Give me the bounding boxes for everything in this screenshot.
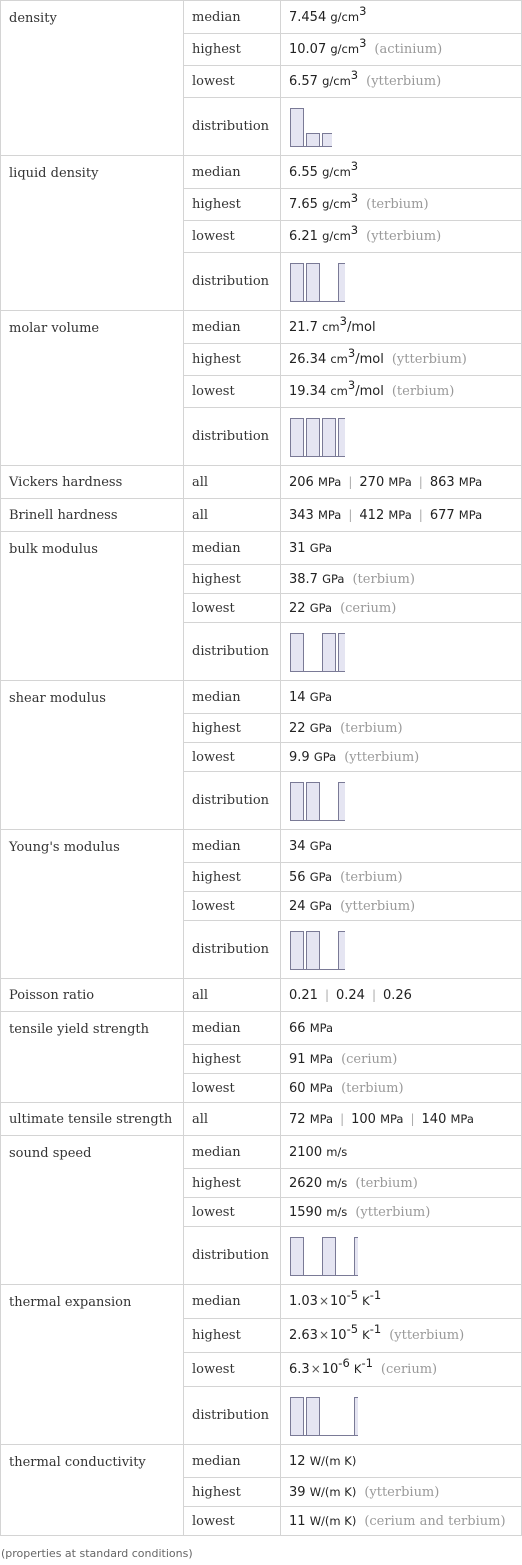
value-unit: MPa — [317, 474, 342, 489]
note-element: (ytterbium) — [364, 1484, 440, 1500]
property-name-young-s-modulus: Young's modulus — [1, 830, 184, 979]
distribution-histogram — [289, 1396, 358, 1436]
note-element: (terbium) — [366, 197, 429, 212]
separator: | — [348, 507, 353, 522]
value-unit: MPa — [309, 1020, 334, 1035]
value-number: 6.55 — [289, 164, 318, 180]
unit-exponent: 3 — [347, 346, 356, 360]
note-element: (terbium) — [355, 1175, 418, 1191]
note-element: (ytterbium) — [366, 74, 442, 89]
value-number: 10.07 — [289, 42, 327, 57]
value-cell — [281, 681, 522, 714]
table-row — [1, 1012, 522, 1045]
times-symbol: × — [318, 1328, 330, 1342]
value-cell — [281, 532, 522, 565]
note-element: (ytterbium) — [355, 1204, 431, 1220]
property-name-tensile-yield-strength: tensile yield strength — [1, 1012, 184, 1103]
histogram-bar — [307, 263, 320, 301]
value-number: 863 — [429, 474, 455, 490]
note-element: (ytterbium) — [340, 898, 416, 914]
value-cell — [281, 772, 522, 830]
unit-exponent: -1 — [361, 1356, 373, 1370]
histogram-bar — [291, 1397, 304, 1435]
table-row — [1, 1103, 522, 1136]
sub-label-all: all — [184, 979, 281, 1012]
ten-base: 10 — [330, 1328, 347, 1343]
sub-label-highest: highest — [184, 189, 281, 221]
value-unit: MPa — [309, 1080, 334, 1095]
histogram-bar — [339, 263, 346, 301]
value-unit: GPa — [309, 600, 333, 615]
value-unit: g/cm — [322, 164, 351, 179]
separator: | — [324, 987, 329, 1002]
sub-label-distribution: distribution — [184, 772, 281, 830]
value-unit: W/(m K) — [309, 1484, 357, 1499]
property-name-sound-speed: sound speed — [1, 1136, 184, 1285]
value-cell — [281, 1507, 522, 1536]
separator: | — [418, 507, 423, 522]
separator: | — [348, 474, 353, 489]
value-number: 677 — [429, 507, 455, 523]
sub-label-distribution: distribution — [184, 1227, 281, 1285]
value-number: 2100 — [289, 1144, 323, 1160]
value-number: 21.7 — [289, 319, 318, 335]
value-cell — [281, 221, 522, 253]
mantissa: 2.63 — [289, 1328, 318, 1343]
histogram-bar — [323, 1237, 336, 1275]
value-unit: g/cm — [322, 74, 351, 88]
power-exponent: -5 — [346, 1288, 359, 1302]
histogram-bar — [291, 931, 304, 969]
value-cell — [281, 311, 522, 344]
unit-exponent: 3 — [347, 378, 356, 392]
value-cell — [281, 830, 522, 863]
value-number: 38.7 — [289, 571, 318, 587]
value-cell — [281, 189, 522, 221]
value-unit: GPa — [309, 689, 333, 704]
histogram-bar — [307, 1397, 320, 1435]
distribution-histogram — [289, 417, 345, 457]
unit-exponent: 3 — [350, 223, 359, 237]
sub-label-highest: highest — [184, 1169, 281, 1198]
sub-label-highest: highest — [184, 34, 281, 66]
value-number: 60 — [289, 1080, 306, 1096]
distribution-histogram — [289, 930, 345, 970]
property-name-thermal-conductivity: thermal conductivity — [1, 1445, 184, 1536]
table-row — [1, 156, 522, 189]
sub-label-all: all — [184, 499, 281, 532]
table-row — [1, 1, 522, 34]
value-cell — [281, 253, 522, 311]
value-number: 24 — [289, 898, 306, 914]
value-number: 7.65 — [289, 197, 318, 212]
mantissa: 1.03 — [289, 1294, 318, 1309]
value-number: 0.24 — [336, 987, 365, 1003]
unit-tail: /mol — [355, 352, 384, 367]
value-number: 270 — [359, 474, 385, 490]
properties-table-body — [1, 1, 522, 1536]
table-row — [1, 681, 522, 714]
sub-label-highest: highest — [184, 863, 281, 892]
note-element: (ytterbium) — [391, 352, 467, 367]
unit-exponent: -1 — [369, 1322, 382, 1336]
value-unit: W/(m K) — [309, 1513, 357, 1528]
value-number: 66 — [289, 1020, 306, 1036]
value-unit: GPa — [309, 838, 333, 853]
table-row — [1, 311, 522, 344]
value-cell — [281, 565, 522, 594]
ten-base: 10 — [321, 1362, 339, 1377]
sub-label-distribution: distribution — [184, 921, 281, 979]
distribution-histogram — [289, 632, 345, 672]
histogram-bar — [291, 782, 304, 820]
note-element: (cerium) — [341, 1051, 398, 1067]
sub-label-lowest: lowest — [184, 1507, 281, 1536]
value-unit: g/cm — [330, 9, 360, 24]
table-row — [1, 830, 522, 863]
property-name-poisson-ratio: Poisson ratio — [1, 979, 184, 1012]
property-name-brinell-hardness: Brinell hardness — [1, 499, 184, 532]
histogram-bar — [307, 418, 320, 456]
value-number: 412 — [359, 507, 385, 523]
value-number: 72 — [289, 1111, 306, 1127]
separator: | — [371, 987, 376, 1002]
value-unit: m/s — [326, 1144, 348, 1159]
separator: | — [410, 1111, 415, 1126]
unit-tail: /mol — [355, 384, 384, 399]
value-number: 26.34 — [289, 352, 327, 367]
property-name-liquid-density: liquid density — [1, 156, 184, 311]
value-number: 6.21 — [289, 229, 318, 244]
property-name-ultimate-tensile-strength: ultimate tensile strength — [1, 1103, 184, 1136]
sub-label-highest: highest — [184, 344, 281, 376]
value-unit: GPa — [313, 749, 337, 764]
histogram-bar — [355, 1397, 359, 1435]
value-cell — [281, 1169, 522, 1198]
histogram-bar — [339, 633, 346, 671]
value-cell — [281, 1136, 522, 1169]
unit-exponent: -1 — [369, 1288, 382, 1302]
value-cell — [281, 1445, 522, 1478]
value-unit: K — [353, 1362, 362, 1376]
sub-label-lowest: lowest — [184, 376, 281, 408]
value-number: 206 — [289, 474, 314, 490]
sub-label-all: all — [184, 1103, 281, 1136]
value-number: 6.57 — [289, 74, 318, 89]
distribution-histogram — [289, 262, 345, 302]
value-number: 34 — [289, 838, 306, 854]
value-number: 91 — [289, 1051, 306, 1067]
sub-label-distribution: distribution — [184, 623, 281, 681]
histogram-bar — [339, 418, 346, 456]
histogram-bar — [291, 108, 304, 146]
value-unit: g/cm — [322, 229, 351, 243]
value-cell — [281, 979, 522, 1012]
sub-label-median: median — [184, 311, 281, 344]
sub-label-median: median — [184, 532, 281, 565]
table-row — [1, 466, 522, 499]
power-exponent: -5 — [346, 1322, 359, 1336]
table-row — [1, 979, 522, 1012]
value-cell — [281, 1198, 522, 1227]
value-unit: MPa — [388, 474, 412, 489]
separator: | — [340, 1111, 345, 1126]
unit-exponent: 3 — [350, 158, 359, 173]
value-unit: MPa — [309, 1111, 334, 1126]
value-unit: MPa — [450, 1111, 474, 1126]
value-unit: MPa — [317, 507, 342, 522]
histogram-bar — [291, 263, 304, 301]
value-unit: MPa — [380, 1111, 404, 1126]
value-unit: MPa — [458, 507, 483, 522]
table-row — [1, 499, 522, 532]
value-unit: GPa — [309, 540, 333, 555]
sub-label-distribution: distribution — [184, 253, 281, 311]
value-number: 9.9 — [289, 749, 310, 765]
unit-exponent: 3 — [339, 313, 347, 328]
property-name-thermal-expansion: thermal expansion — [1, 1285, 184, 1445]
value-cell — [281, 1227, 522, 1285]
value-cell — [281, 714, 522, 743]
distribution-histogram — [289, 107, 332, 147]
property-name-vickers-hardness: Vickers hardness — [1, 466, 184, 499]
value-unit: MPa — [458, 474, 483, 489]
sub-label-median: median — [184, 1012, 281, 1045]
property-name-density: density — [1, 1, 184, 156]
value-number: 11 — [289, 1513, 306, 1529]
value-cell — [281, 156, 522, 189]
value-cell — [281, 1, 522, 34]
histogram-bar — [355, 1237, 359, 1275]
sub-label-distribution: distribution — [184, 98, 281, 156]
value-number: 0.21 — [289, 987, 318, 1003]
value-number: 56 — [289, 869, 306, 885]
value-number: 1590 — [289, 1204, 323, 1220]
value-unit: GPa — [309, 869, 333, 884]
value-unit: m/s — [326, 1175, 348, 1190]
histogram-bar — [339, 931, 346, 969]
sub-label-lowest: lowest — [184, 743, 281, 772]
times-symbol: × — [310, 1362, 321, 1376]
value-cell — [281, 344, 522, 376]
value-cell — [281, 863, 522, 892]
note-element: (ytterbium) — [366, 229, 442, 244]
unit-exponent: 3 — [350, 68, 359, 82]
histogram-bar — [291, 1237, 304, 1275]
value-unit: cm — [330, 352, 348, 366]
value-cell — [281, 34, 522, 66]
value-cell — [281, 594, 522, 623]
unit-exponent: 3 — [350, 191, 359, 205]
value-unit: W/(m K) — [309, 1453, 357, 1468]
table-row — [1, 1285, 522, 1319]
value-number: 140 — [421, 1111, 447, 1127]
sub-label-lowest: lowest — [184, 892, 281, 921]
value-cell — [281, 1353, 522, 1387]
times-symbol: × — [318, 1294, 330, 1308]
value-unit: MPa — [388, 507, 412, 522]
histogram-bar — [291, 633, 304, 671]
value-unit: m/s — [326, 1204, 348, 1219]
value-unit: cm — [330, 384, 348, 398]
sub-label-lowest: lowest — [184, 221, 281, 253]
property-name-bulk-modulus: bulk modulus — [1, 532, 184, 681]
histogram-bar — [323, 418, 336, 456]
value-number: 22 — [289, 600, 306, 616]
sub-label-lowest: lowest — [184, 1074, 281, 1103]
value-cell — [281, 623, 522, 681]
value-number: 19.34 — [289, 384, 327, 399]
note-element: (cerium) — [380, 1362, 438, 1377]
note-element: (terbium) — [352, 571, 415, 587]
property-name-shear-modulus: shear modulus — [1, 681, 184, 830]
histogram-bar — [323, 133, 333, 146]
note-element: (actinium) — [374, 42, 443, 57]
unit-tail: /mol — [346, 319, 376, 335]
sub-label-highest: highest — [184, 1045, 281, 1074]
value-cell — [281, 921, 522, 979]
sub-label-highest: highest — [184, 714, 281, 743]
table-row — [1, 1136, 522, 1169]
note-element: (terbium) — [391, 384, 455, 399]
value-cell — [281, 1478, 522, 1507]
value-number: 0.26 — [383, 987, 412, 1003]
note-element: (ytterbium) — [344, 749, 420, 765]
value-unit: K — [362, 1328, 370, 1342]
sub-label-all: all — [184, 466, 281, 499]
note-element: (ytterbium) — [389, 1328, 465, 1343]
ten-base: 10 — [330, 1294, 347, 1309]
value-cell — [281, 1074, 522, 1103]
unit-exponent: 3 — [359, 3, 367, 18]
value-cell — [281, 66, 522, 98]
value-cell — [281, 499, 522, 532]
value-cell — [281, 1319, 522, 1353]
value-unit: g/cm — [322, 197, 351, 211]
value-cell — [281, 1103, 522, 1136]
sub-label-lowest: lowest — [184, 66, 281, 98]
distribution-histogram — [289, 1236, 358, 1276]
sub-label-distribution: distribution — [184, 408, 281, 466]
value-number: 39 — [289, 1484, 306, 1500]
sub-label-median: median — [184, 1445, 281, 1478]
note-element: (terbium) — [341, 1080, 404, 1096]
mantissa: 6.3 — [289, 1362, 310, 1377]
sub-label-median: median — [184, 1136, 281, 1169]
value-number: 100 — [351, 1111, 376, 1127]
value-cell — [281, 1387, 522, 1445]
value-unit: GPa — [309, 720, 333, 735]
footnote: (properties at standard conditions) — [1, 1547, 193, 1560]
sub-label-median: median — [184, 1, 281, 34]
value-number: 22 — [289, 720, 306, 736]
histogram-bar — [307, 782, 320, 820]
sub-label-distribution: distribution — [184, 1387, 281, 1445]
value-unit: GPa — [322, 571, 345, 586]
histogram-bar — [323, 633, 336, 671]
histogram-bar — [339, 782, 346, 820]
sub-label-median: median — [184, 830, 281, 863]
sub-label-lowest: lowest — [184, 1353, 281, 1387]
value-number: 12 — [289, 1453, 306, 1469]
sub-label-lowest: lowest — [184, 594, 281, 623]
note-element: (cerium and terbium) — [364, 1513, 506, 1529]
sub-label-median: median — [184, 156, 281, 189]
sub-label-highest: highest — [184, 1319, 281, 1353]
sub-label-median: median — [184, 1285, 281, 1319]
table-row — [1, 1445, 522, 1478]
sub-label-median: median — [184, 681, 281, 714]
unit-exponent: 3 — [359, 36, 367, 50]
value-cell — [281, 1012, 522, 1045]
value-number: 2620 — [289, 1175, 323, 1191]
value-cell — [281, 408, 522, 466]
note-element: (terbium) — [340, 720, 403, 736]
value-cell — [281, 1285, 522, 1319]
value-cell — [281, 466, 522, 499]
value-unit: GPa — [309, 898, 333, 913]
histogram-bar — [307, 133, 320, 146]
separator: | — [418, 474, 423, 489]
note-element: (cerium) — [340, 600, 397, 616]
table-row — [1, 532, 522, 565]
sub-label-highest: highest — [184, 565, 281, 594]
value-number: 14 — [289, 689, 306, 705]
histogram-bar — [291, 418, 304, 456]
value-number: 343 — [289, 507, 314, 523]
histogram-bar — [307, 931, 320, 969]
value-number: 7.454 — [289, 9, 327, 25]
value-cell — [281, 376, 522, 408]
value-unit: MPa — [309, 1051, 334, 1066]
value-number: 31 — [289, 540, 306, 556]
value-unit: K — [362, 1294, 370, 1308]
value-unit: g/cm — [330, 42, 360, 56]
note-element: (terbium) — [340, 869, 403, 885]
value-cell — [281, 1045, 522, 1074]
value-cell — [281, 743, 522, 772]
distribution-histogram — [289, 781, 345, 821]
property-name-molar-volume: molar volume — [1, 311, 184, 466]
value-unit: cm — [322, 319, 340, 334]
power-exponent: -6 — [338, 1356, 350, 1370]
sub-label-lowest: lowest — [184, 1198, 281, 1227]
value-cell — [281, 892, 522, 921]
sub-label-highest: highest — [184, 1478, 281, 1507]
value-cell — [281, 98, 522, 156]
